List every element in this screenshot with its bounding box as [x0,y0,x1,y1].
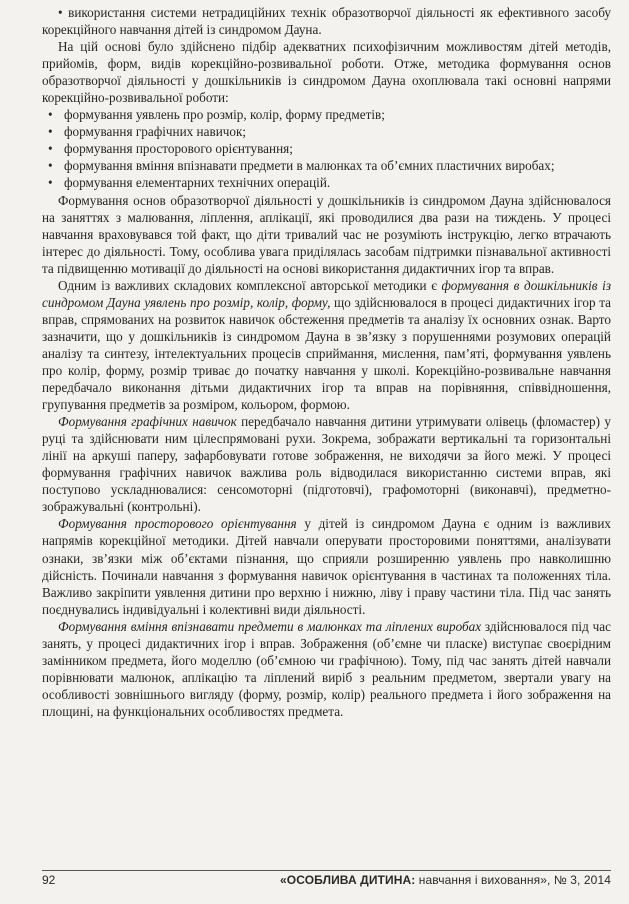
list-item: • формування вміння впізнавати предмети в малюнках та об’ємних пластичних виробах; [48,158,555,174]
paragraph-4: Формування графічних навичок передбачало навчання дитини утримувати олівець (фломастер) у руці та здійснювати ним цілеспрямовані рухи. Зокрема, зображати вертикальні та горизонтальні лінії на аркуші паперу, зафарбовувати готове зображення, не виходячи за його межі. У процесі формування графічних навичок важлива роль відводилася використанню системи вправ, які поступово ускладнювалися: сенсомоторні (підготовчі), графомоторні (виконавчі), предметно-зображувальні (контрольні). [42,414,611,515]
emphasis: формування в дошкільників із синдромом Дауна уявлень про розмір, колір, форму, [42,277,611,310]
paragraph-6: Формування вміння впізнавати предмети в малюнках та ліплених виробах здійснювалося під час занять, у процесі дидактичних ігор і вправ. Зображення (об’ємне чи пласке) виступає своєрідним замінником предмета, його моделлю (об’ємною чи графічною). Тому, під час занять дітей навчали порівнювати малюнок, аплікацію та ліплений виріб з реальним предметом, звертали увагу на особливості зовнішнього вигляду (форму, розмір, колір) реального предмета і його зображення на площині, на функціональних особливостях предмета. [42,618,611,719]
footer-divider [42,870,611,871]
page-body [42,4,611,720]
list-item: • формування просторового орієнтування; [48,141,293,157]
paragraph-3: Одним із важливих складових комплексної авторської методики є формування в дошкільників із синдромом Дауна уявлень про розмір, колір, форму, що здійснювалося в процесі дидактичних ігор та вправ, спрямованих на розвиток навичок обстеження предметів та аналізу їх основних ознак. Варто зазначити, що у дошкільників із синдромом Дауна в зв’язку з порушеннями розумових операцій аналізу та синтезу, інтелектуальних процесів сприймання, мислення, пам’яті, формування уявлень про колір, форму, розмір триває до початку навчання у школі. Корекційно-розвивальне навчання передбачало виконання дітьми дидактичних ігор та вправ на порівняння, співвідношення, групування предметів за розміром, кольором, формою. [42,277,611,413]
emphasis: Формування графічних навичок [58,414,237,430]
paragraph-2: Формування основ образотворчої діяльності у дошкільників із синдромом Дауна здійснювалося на заняттях з малювання, ліплення, аплікації, які проводилися два рази на тиждень. У процесі навчання враховувався той факт, що діти тривалий час не розуміють інструкцію, легко втрачають інтерес до діяльності. Тому, особлива увага приділялась засобам підтримки пізнавальної активності та підвищенню мотивації до діяльності на основі використання дидактичних ігор та вправ. [42,192,611,276]
paragraph-5: Формування просторового орієнтування у дітей із синдромом Дауна є одним із важливих напрямів корекційної методики. Дітей навчали оперувати просторовими поняттями, аналізувати ознаки, зв’язки між об’єктами пізнання, що сприяли розширенню уявлень про навколишню дійсність. Починали навчання з формування навичок орієнтування в частинах та положеннях тіла. Важливо закріпити уявлення дитини про верхню і нижню, ліву і праву частини тіла. Під час занять поєднувались індивідуальні і колективні види діяльності. [42,516,611,617]
list-item: • формування елементарних технічних операцій. [48,175,331,191]
emphasis: Формування вміння впізнавати предмети в малюнках та ліплених виробах [58,618,482,634]
list-item: • формування графічних навичок; [48,124,247,140]
page-number: 92 [42,873,56,887]
intro-bullet: • використання системи нетрадиційних технік образотворчої діяльності як ефективного засобу корекційного навчання дітей із синдромом Дауна. [42,5,611,38]
emphasis: Формування просторового орієнтування [58,516,297,532]
paragraph-1: На цій основі було здійснено підбір адекватних психофізичним можливостям дітей методів, прийомів, форм, видів корекційно-розвивальної роботи. Отже, методика формування основ образотворчої діяльності у дошкільників із синдромом Дауна охоплювала такі основні напрями корекційно-розвивальної роботи: [42,39,611,106]
list-item: • формування уявлень про розмір, колір, форму предметів; [48,107,385,123]
journal-title: «ОСОБЛИВА ДИТИНА: навчання і виховання», № 3, 2014 [280,873,611,887]
directions-list [42,106,611,191]
